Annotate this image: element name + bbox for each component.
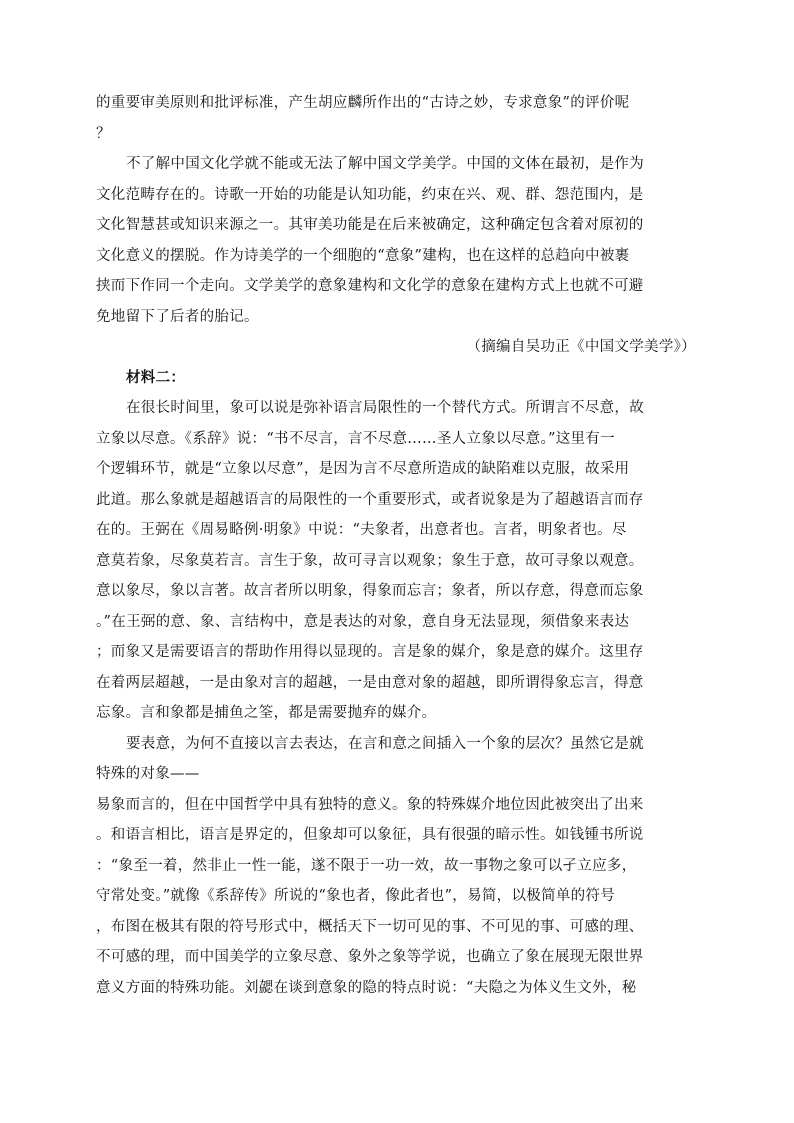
text-line: 特殊的对象—— <box>96 766 200 782</box>
text-line: 立象以尽意。《系辞》说：“书不尽言，言不尽意……圣人立象以尽意。”这里有一 <box>96 430 615 447</box>
text-line: 的重要审美原则和批评标准，产生胡应麟所作出的“古诗之妙，专求意象”的评价呢 <box>96 95 630 111</box>
text-line: 不可感的理，而中国美学的立象尽意、象外之象等学说，也确立了象在展现无限世界 <box>96 949 644 965</box>
section-heading: 材料二： <box>126 368 186 386</box>
text-line: 文化意义的摆脱。作为诗美学的一个细胞的“意象”建构，也在这样的总趋向中被裹 <box>96 247 630 264</box>
paragraph-start: 不了解中国文化学就不能或无法了解中国文学美学。中国的文体在最初，是作为 <box>126 156 644 172</box>
paragraph-start: 要表意，为何不直接以言去表达，在言和意之间插入一个象的层次？虽然它是就 <box>126 735 644 752</box>
document-page <box>96 88 696 1003</box>
text-line: 忘象。言和象都是捕鱼之筌，都是需要抛弃的媒介。 <box>96 705 437 721</box>
text-line: ：“象至一着，然非止一性一能，遂不限于一功一效，故一事物之象可以孑立应多， <box>96 857 637 874</box>
text-line: 挟而下作同一个走向。文学美学的意象建构和文化学的意象在建构方式上也就不可避 <box>96 278 644 294</box>
paragraph-start: 在很长时间里，象可以说是弥补语言局限性的一个替代方式。所谓言不尽意，故 <box>126 400 644 416</box>
text-line: 个逻辑环节，就是“立象以尽意”，是因为言不尽意所造成的缺陷难以克服，故采用 <box>96 461 630 477</box>
text-line: ；而象又是需要语言的帮助作用得以显现的。言是象的媒介，象是意的媒介。这里存 <box>96 644 644 660</box>
text-line: 免地留下了后者的胎记。 <box>96 308 259 325</box>
text-line: 文化范畴存在的。诗歌一开始的功能是认知功能，约束在兴、观、群、怨范围内，是 <box>96 186 644 203</box>
text-line: 在着两层超越，一是由象对言的超越，一是由意对象的超越，即所谓得象忘言，得意 <box>96 674 644 691</box>
text-line: 在的。王弼在《周易略例·明象》中说：“夫象者，出意者也。言者，明象者也。尽 <box>96 522 627 538</box>
text-line: 意义方面的特殊功能。刘勰在谈到意象的隐的特点时说：“夫隐之为体义生文外，秘 <box>96 979 637 996</box>
source-citation: （摘编自吴功正《中国文学美学》） <box>466 339 696 355</box>
text-line: 意莫若象，尽象莫若言。言生于象，故可寻言以观象；象生于意，故可寻象以观意。 <box>96 552 644 569</box>
text-line: 。”在王弼的意、象、言结构中，意是表达的对象，意自身无法显现，须借象来表达 <box>96 613 630 630</box>
text-line: 。和语言相比，语言是界定的，但象却可以象征，具有很强的暗示性。如钱锺书所说 <box>96 827 644 843</box>
text-line: ？ <box>96 125 111 142</box>
text-line: 易象而言的，但在中国哲学中具有独特的意义。象的特殊媒介地位因此被突出了出来 <box>96 796 644 813</box>
text-line: 守常处变。”就像《系辞传》所说的“象也者，像此者也”，易简，以极简单的符号 <box>96 888 616 904</box>
text-line: 意以象尽，象以言著。故言者所以明象，得象而忘言；象者，所以存意，得意而忘象 <box>96 583 644 599</box>
text-line: 文化智慧甚或知识来源之一。其审美功能是在后来被确定，这种确定包含着对原初的 <box>96 217 644 233</box>
text-line: ，布图在极其有限的符号形式中，概括天下一切可见的事、不可见的事、可感的理、 <box>96 918 644 935</box>
text-line: 此道。那么象就是超越语言的局限性的一个重要形式，或者说象是为了超越语言而存 <box>96 491 644 508</box>
